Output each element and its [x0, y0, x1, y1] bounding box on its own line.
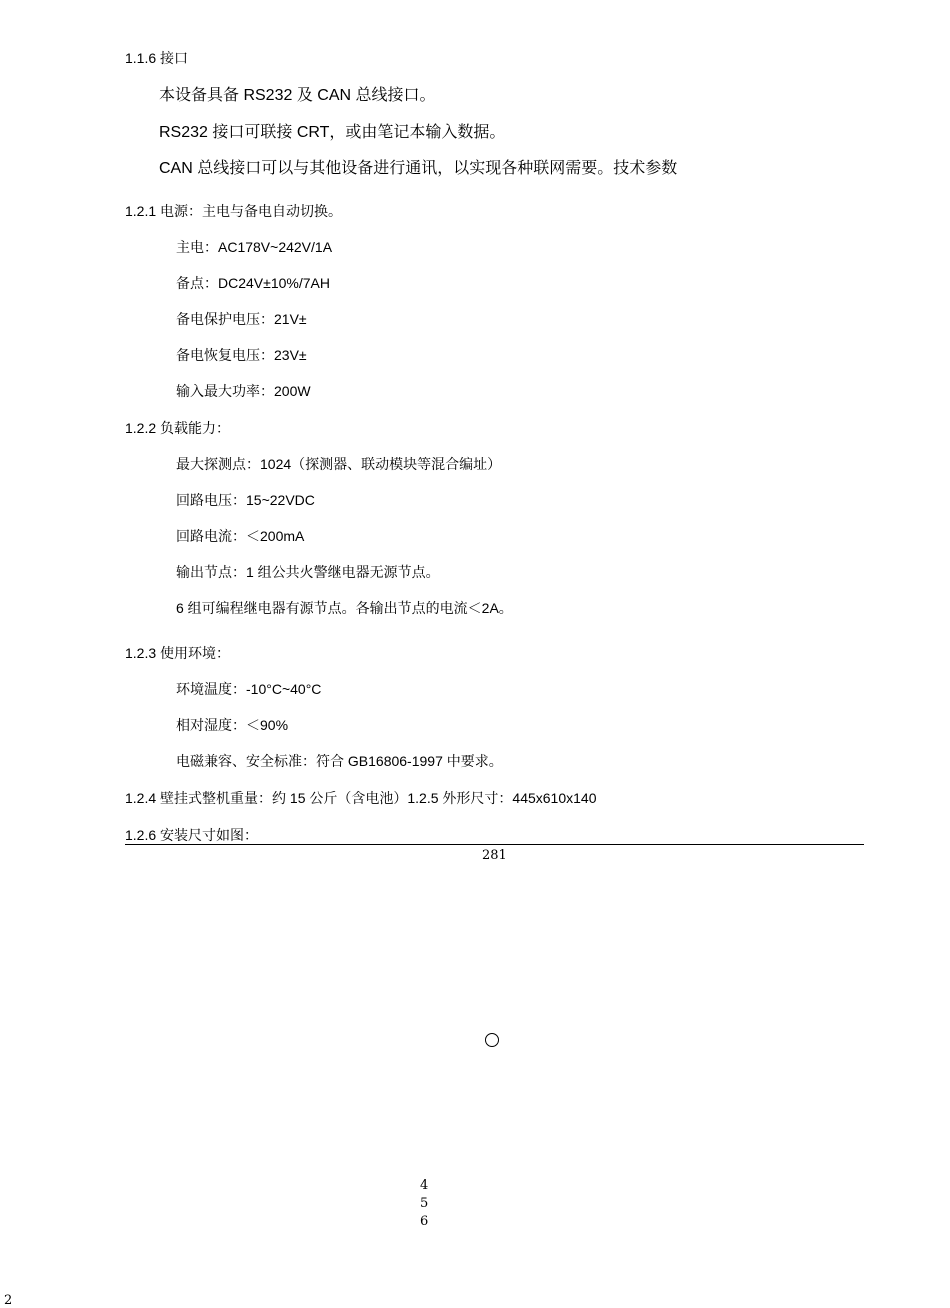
- spec-line: 环境温度：-10°C~40°C: [176, 681, 322, 697]
- spec-line: 相对湿度：＜90%: [176, 717, 289, 733]
- page-number: 281: [482, 848, 507, 863]
- section-heading-1-2-6: 1.2.6 安装尺寸如图：: [125, 827, 259, 843]
- spec-line: 电磁兼容、安全标准：符合 GB16806-1997 中要求。: [176, 753, 503, 769]
- section-heading-1-2-2: 1.2.2 负载能力：: [125, 420, 231, 436]
- spec-line: 备点：DC24V±10%/7AH: [176, 275, 330, 291]
- spec-line: 备电恢复电压：23V±: [176, 347, 307, 363]
- diagram-label: 5: [420, 1196, 429, 1211]
- corner-mark: 2: [4, 1293, 13, 1308]
- spec-line: 备电保护电压：21V±: [176, 311, 307, 327]
- spec-line: 最大探测点：1024（探测器、联动模块等混合编址）: [176, 456, 502, 472]
- paragraph-line: RS232 接口可联接 CRT，或由笔记本输入数据。: [159, 124, 506, 141]
- paragraph-line: CAN 总线接口可以与其他设备进行通讯，以实现各种联网需要。技术参数: [159, 160, 678, 177]
- spec-line: 输入最大功率：200W: [176, 383, 311, 399]
- footer-rule: [125, 844, 864, 845]
- mounting-hole-circle: [485, 1033, 499, 1047]
- paragraph-line: 本设备具备 RS232 及 CAN 总线接口。: [159, 87, 436, 104]
- spec-line: 回路电流：＜200mA: [176, 528, 305, 544]
- spec-line: 主电：AC178V~242V/1A: [176, 239, 333, 255]
- section-heading-1-2-4: 1.2.4 壁挂式整机重量：约 15 公斤（含电池）1.2.5 外形尺寸：445x610x140: [125, 790, 597, 806]
- spec-line: 回路电压：15~22VDC: [176, 492, 315, 508]
- section-heading-1-2-1: 1.2.1 电源：主电与备电自动切换。: [125, 203, 343, 219]
- section-heading-1-2-3: 1.2.3 使用环境：: [125, 645, 231, 661]
- section-heading-1-1-6: 1.1.6 接口: [125, 50, 189, 66]
- diagram-label: 6: [420, 1214, 429, 1229]
- spec-line: 输出节点：1 组公共火警继电器无源节点。: [176, 564, 440, 580]
- diagram-label: 4: [420, 1178, 429, 1193]
- spec-line: 6 组可编程继电器有源节点。各输出节点的电流＜2A。: [176, 600, 513, 616]
